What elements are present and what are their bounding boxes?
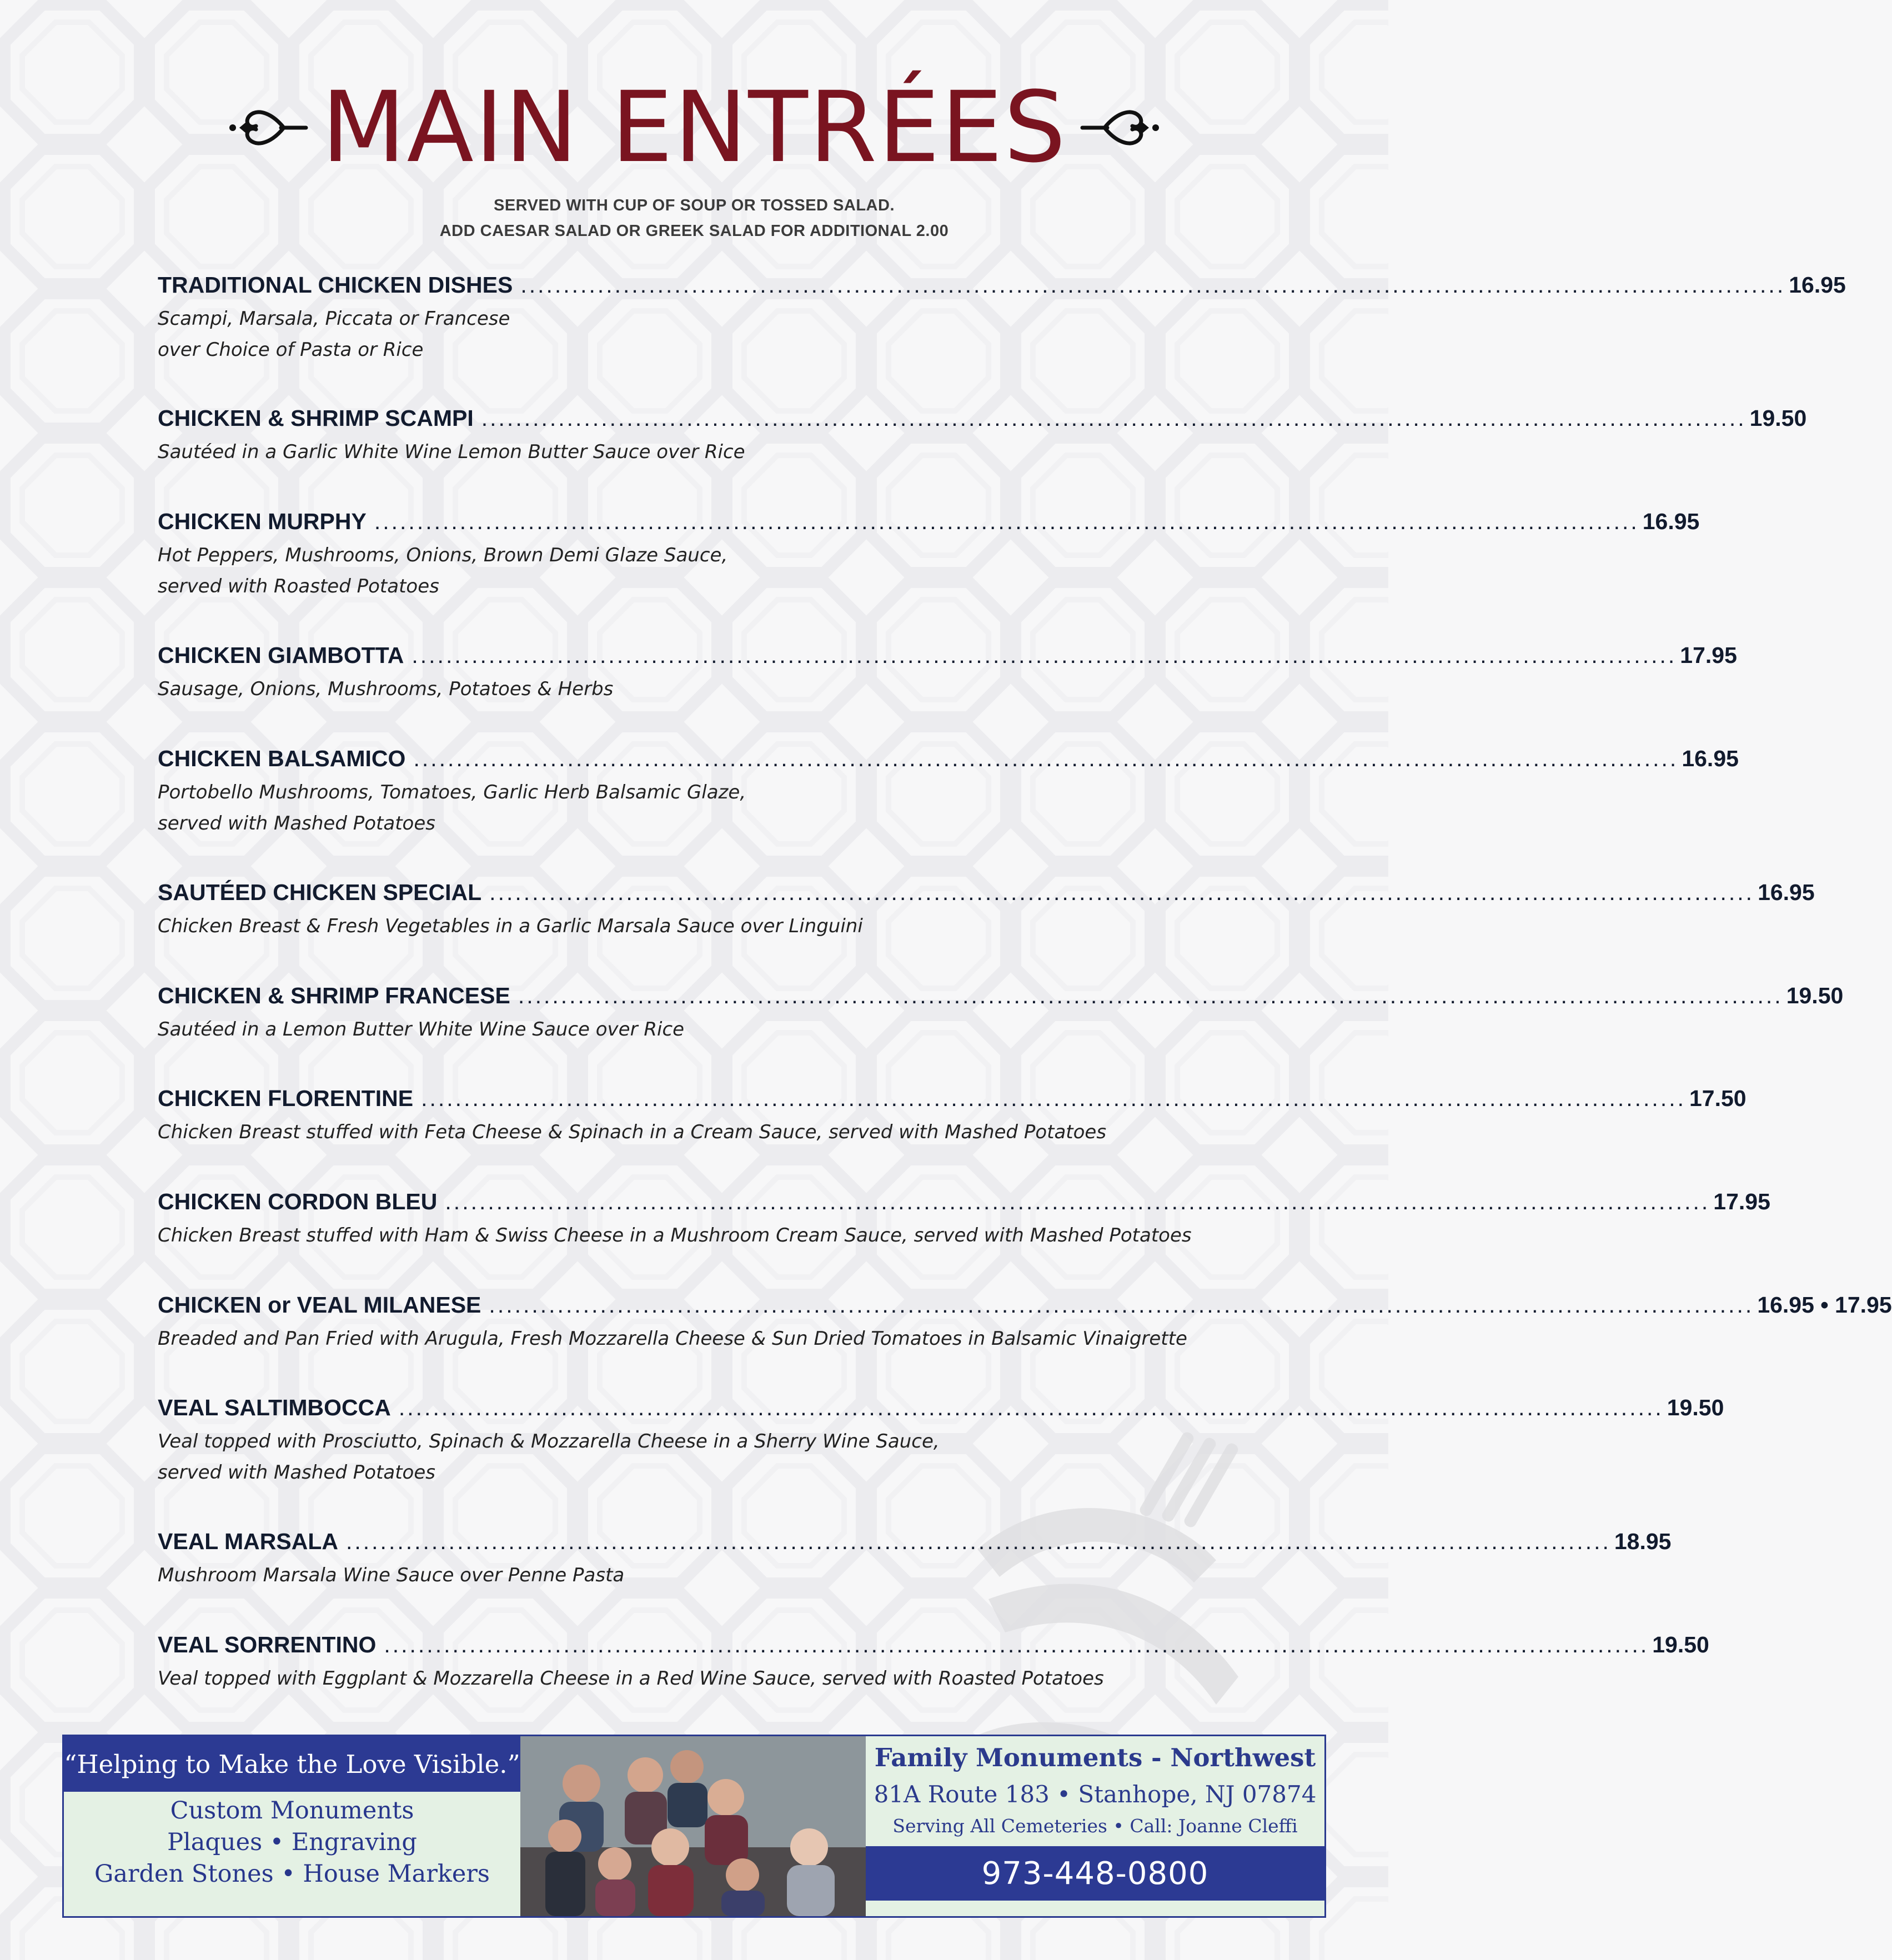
item-name: CHICKEN & SHRIMP SCAMPI [158,405,474,431]
item-name: VEAL SALTIMBOCCA [158,1395,391,1420]
ad-company-name: Family Monuments - Northwest [874,1743,1316,1772]
item-name: VEAL MARSALA [158,1529,338,1554]
item-name: VEAL SORRENTINO [158,1632,377,1657]
dot-leader: .................................................................................................................................................... [413,746,1679,771]
flourish-left-icon [228,97,312,158]
ad-left-panel [64,1736,520,1916]
menu-item [158,1395,1724,1488]
ad-address: 81A Route 183 • Stanhope, NJ 07874 [874,1781,1317,1808]
menu-item [158,1292,1892,1354]
item-description: over Choice of Pasta or Rice [158,339,424,361]
menu-item [158,1529,1672,1591]
dot-leader: .................................................................................................................................................... [520,272,1786,298]
item-price: 16.95 • 17.95 [1757,1292,1892,1318]
item-description: served with Roasted Potatoes [158,575,439,597]
dot-leader: .................................................................................................................................................... [398,1395,1664,1420]
item-description: Hot Peppers, Mushrooms, Onions, Brown Demi Glaze Sauce, [158,544,728,566]
item-description: Chicken Breast stuffed with Ham & Swiss Cheese in a Mushroom Cream Sauce, served with Mashed Potatoes [158,1224,1192,1247]
item-price: 17.95 [1713,1189,1770,1214]
subtitle-line-2: ADD CAESAR SALAD OR GREEK SALAD FOR ADDITIONAL 2.00 [439,222,949,240]
item-description: Breaded and Pan Fried with Arugula, Fresh Mozzarella Cheese & Sun Dried Tomatoes in Balsamic Vinaigrette [158,1328,1187,1350]
item-name: CHICKEN CORDON BLEU [158,1189,438,1214]
item-name: CHICKEN MURPHY [158,509,367,534]
item-price: 19.50 [1749,405,1807,431]
item-description: Scampi, Marsala, Piccata or Francese [158,308,510,330]
item-price: 16.95 [1642,509,1700,534]
item-price: 18.95 [1614,1529,1672,1554]
menu-item [158,983,1844,1045]
ad-service-line: Garden Stones • House Markers [94,1860,490,1888]
item-price: 19.50 [1652,1632,1709,1657]
dot-leader: .................................................................................................................................................... [489,880,1755,905]
dot-leader: .................................................................................................................................................... [421,1085,1686,1111]
item-price: 19.50 [1667,1395,1724,1420]
dot-leader: .................................................................................................................................................... [481,405,1747,431]
item-name: CHICKEN GIAMBOTTA [158,642,404,668]
item-name: CHICKEN & SHRIMP FRANCESE [158,983,510,1008]
ad-phone-number: 973-448-0800 [866,1846,1324,1901]
item-price: 17.50 [1689,1085,1747,1111]
menu-item [158,746,1739,839]
family-photo-illustration [520,1736,866,1916]
item-price: 19.50 [1786,983,1844,1008]
ad-service-line: Custom Monuments [170,1797,414,1825]
menu-item [158,880,1815,942]
item-name: SAUTÉED CHICKEN SPECIAL [158,880,482,905]
item-name: CHICKEN or VEAL MILANESE [158,1292,481,1318]
item-price: 16.95 [1682,746,1739,771]
item-price: 16.95 [1789,272,1846,298]
ad-services [64,1795,520,1890]
dot-leader: .................................................................................................................................................... [445,1189,1710,1214]
dot-leader: .................................................................................................................................................... [374,509,1639,534]
item-name: TRADITIONAL CHICKEN DISHES [158,272,513,298]
item-price: 17.95 [1680,642,1737,668]
subtitle-line-1: SERVED WITH CUP OF SOUP OR TOSSED SALAD. [493,197,895,214]
ad-right-panel [866,1736,1324,1916]
menu-item [158,642,1737,705]
item-description: served with Mashed Potatoes [158,812,435,835]
item-description: Sautéed in a Garlic White Wine Lemon Butter Sauce over Rice [158,441,745,463]
item-price: 16.95 [1758,880,1815,905]
ad-service-line: Plaques • Engraving [167,1828,417,1856]
item-description: Mushroom Marsala Wine Sauce over Penne Pasta [158,1564,625,1586]
ad-slogan: “Helping to Make the Love Visible.” [64,1736,520,1792]
flourish-right-icon [1077,97,1160,158]
item-description: Veal topped with Prosciutto, Spinach & Mozzarella Cheese in a Sherry Wine Sauce, [158,1430,940,1453]
family-photo [520,1736,866,1916]
menu-item [158,509,1700,602]
item-name: CHICKEN BALSAMICO [158,746,406,771]
item-description: Sausage, Onions, Mushrooms, Potatoes & Herbs [158,678,614,700]
dot-leader: .................................................................................................................................................... [489,1292,1754,1318]
item-name: CHICKEN FLORENTINE [158,1085,414,1111]
menu-item [158,272,1846,365]
ad-serving-line: Serving All Cemeteries • Call: Joanne Cleffi [892,1815,1298,1837]
item-description: Veal topped with Eggplant & Mozzarella Cheese in a Red Wine Sauce, served with Roasted Potatoes [158,1667,1104,1690]
dot-leader: .................................................................................................................................................... [384,1632,1649,1657]
item-description: Portobello Mushrooms, Tomatoes, Garlic Herb Balsamic Glaze, [158,781,746,803]
item-description: Chicken Breast & Fresh Vegetables in a Garlic Marsala Sauce over Linguini [158,915,863,937]
menu-item [158,1085,1747,1148]
advertisement-banner [62,1735,1326,1918]
page-title: MAIN ENTRÉES [321,71,1067,184]
item-description: Chicken Breast stuffed with Feta Cheese & Spinach in a Cream Sauce, served with Mashed Potatoes [158,1121,1107,1143]
dot-leader: .................................................................................................................................................... [345,1529,1611,1554]
menu-item [158,1632,1709,1694]
item-description: Sautéed in a Lemon Butter White Wine Sauce over Rice [158,1018,685,1041]
dot-leader: .................................................................................................................................................... [518,983,1783,1008]
title-row [0,72,1388,183]
dot-leader: .................................................................................................................................................... [411,642,1677,668]
menu-item [158,1189,1770,1251]
item-description: served with Mashed Potatoes [158,1461,435,1484]
menu-item [158,405,1807,468]
